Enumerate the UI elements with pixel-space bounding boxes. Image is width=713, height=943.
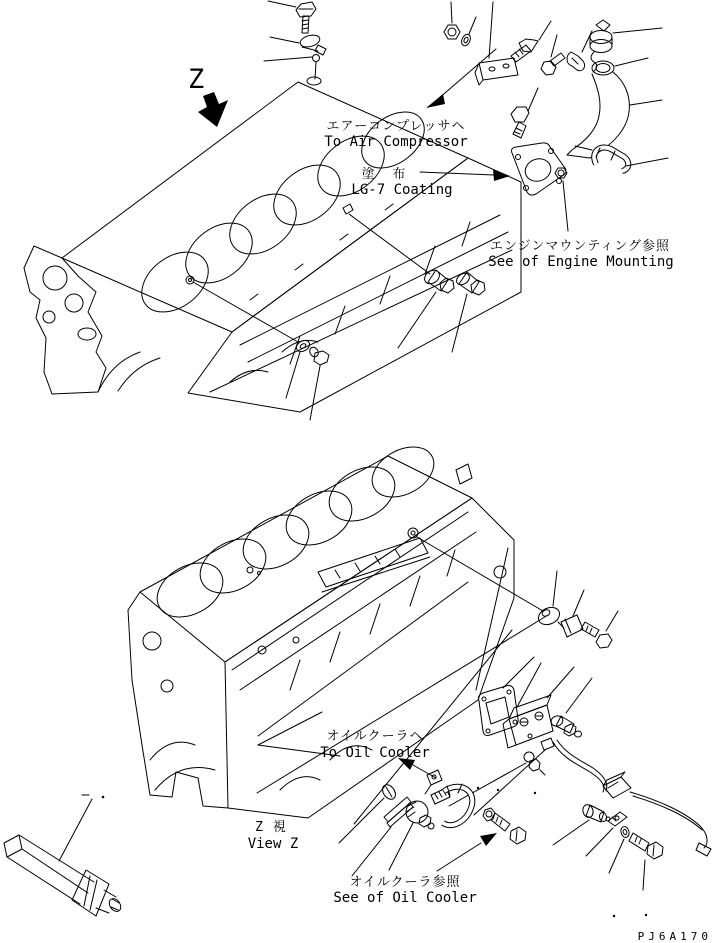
connector-fitting-2 — [452, 271, 485, 352]
filler-neck-tube — [567, 58, 662, 158]
drain-plug — [308, 346, 329, 420]
hose-nut — [483, 808, 495, 821]
ribbed-sensor — [389, 801, 434, 870]
view-direction-arrow-icon — [198, 92, 228, 127]
view-z-caption-jp: Z 視 — [255, 820, 287, 835]
callout-engine-mounting-en: See of Engine Mounting — [488, 254, 674, 270]
long-stud — [343, 204, 430, 274]
stud-ball — [264, 55, 321, 86]
lower-figure — [4, 437, 711, 917]
oil-cooler-hose — [443, 784, 472, 825]
spline-tool — [4, 795, 123, 916]
hose-clip — [567, 31, 592, 71]
callout-see-oil-cooler-jp: オイルクーラ参照 — [349, 875, 461, 890]
mounting-nut — [444, 2, 460, 39]
callout-see-oil-cooler-en: See of Oil Cooler — [333, 890, 477, 906]
pressure-sensor — [553, 803, 610, 845]
view-z-label: Z — [188, 64, 205, 95]
callout-to-oil-cooler-jp: オイルクーラヘ — [326, 729, 424, 744]
callout-coating-en: LG-7 Coating — [351, 182, 453, 198]
hose-bolt — [437, 813, 526, 871]
elbow-fitting — [270, 33, 326, 55]
wiring-harness — [553, 740, 711, 856]
drain-washer — [193, 282, 312, 398]
leader-lines — [257, 528, 548, 824]
reference-dots — [477, 787, 647, 917]
oil-sender — [449, 752, 545, 806]
clip-bolt — [541, 35, 565, 75]
to-air-compressor-arrow — [426, 49, 496, 108]
head-bolt — [268, 1, 316, 33]
clamp-plate — [561, 590, 584, 637]
upper-figure — [24, 1, 674, 420]
air-compressor-bracket — [475, 2, 518, 85]
flange-bolt — [511, 88, 538, 138]
retainer-bars — [352, 797, 413, 876]
part-code: PJ6A170 — [637, 930, 712, 943]
callout-to-oil-cooler-en: To Oil Cooler — [320, 745, 430, 761]
callout-air-compressor-jp: エアーコンプレッサヘ — [326, 119, 466, 134]
sender-clip — [474, 738, 554, 815]
oil-cooler-gasket — [479, 657, 535, 736]
callout-coating-jp: 塗 布 — [361, 167, 411, 182]
mounting-nut-small — [555, 168, 568, 231]
breather-hose — [594, 147, 668, 171]
terminal-washer — [609, 826, 630, 873]
terminal-bolt — [629, 833, 663, 890]
clamp-bolt — [581, 611, 618, 648]
coating-arrow — [420, 169, 510, 181]
view-z-caption-en: View Z — [247, 836, 299, 852]
oil-cooler-cover — [503, 663, 574, 748]
connector-fitting-1 — [398, 267, 454, 348]
washer — [460, 17, 476, 47]
bracket-bolt — [511, 21, 551, 62]
callout-air-compressor-en: To Air Compressor — [324, 134, 468, 150]
temp-plug — [550, 678, 592, 737]
see-oil-cooler-arrow — [480, 833, 497, 846]
callout-engine-mounting-jp: エンジンマウンティング参照 — [489, 239, 671, 254]
